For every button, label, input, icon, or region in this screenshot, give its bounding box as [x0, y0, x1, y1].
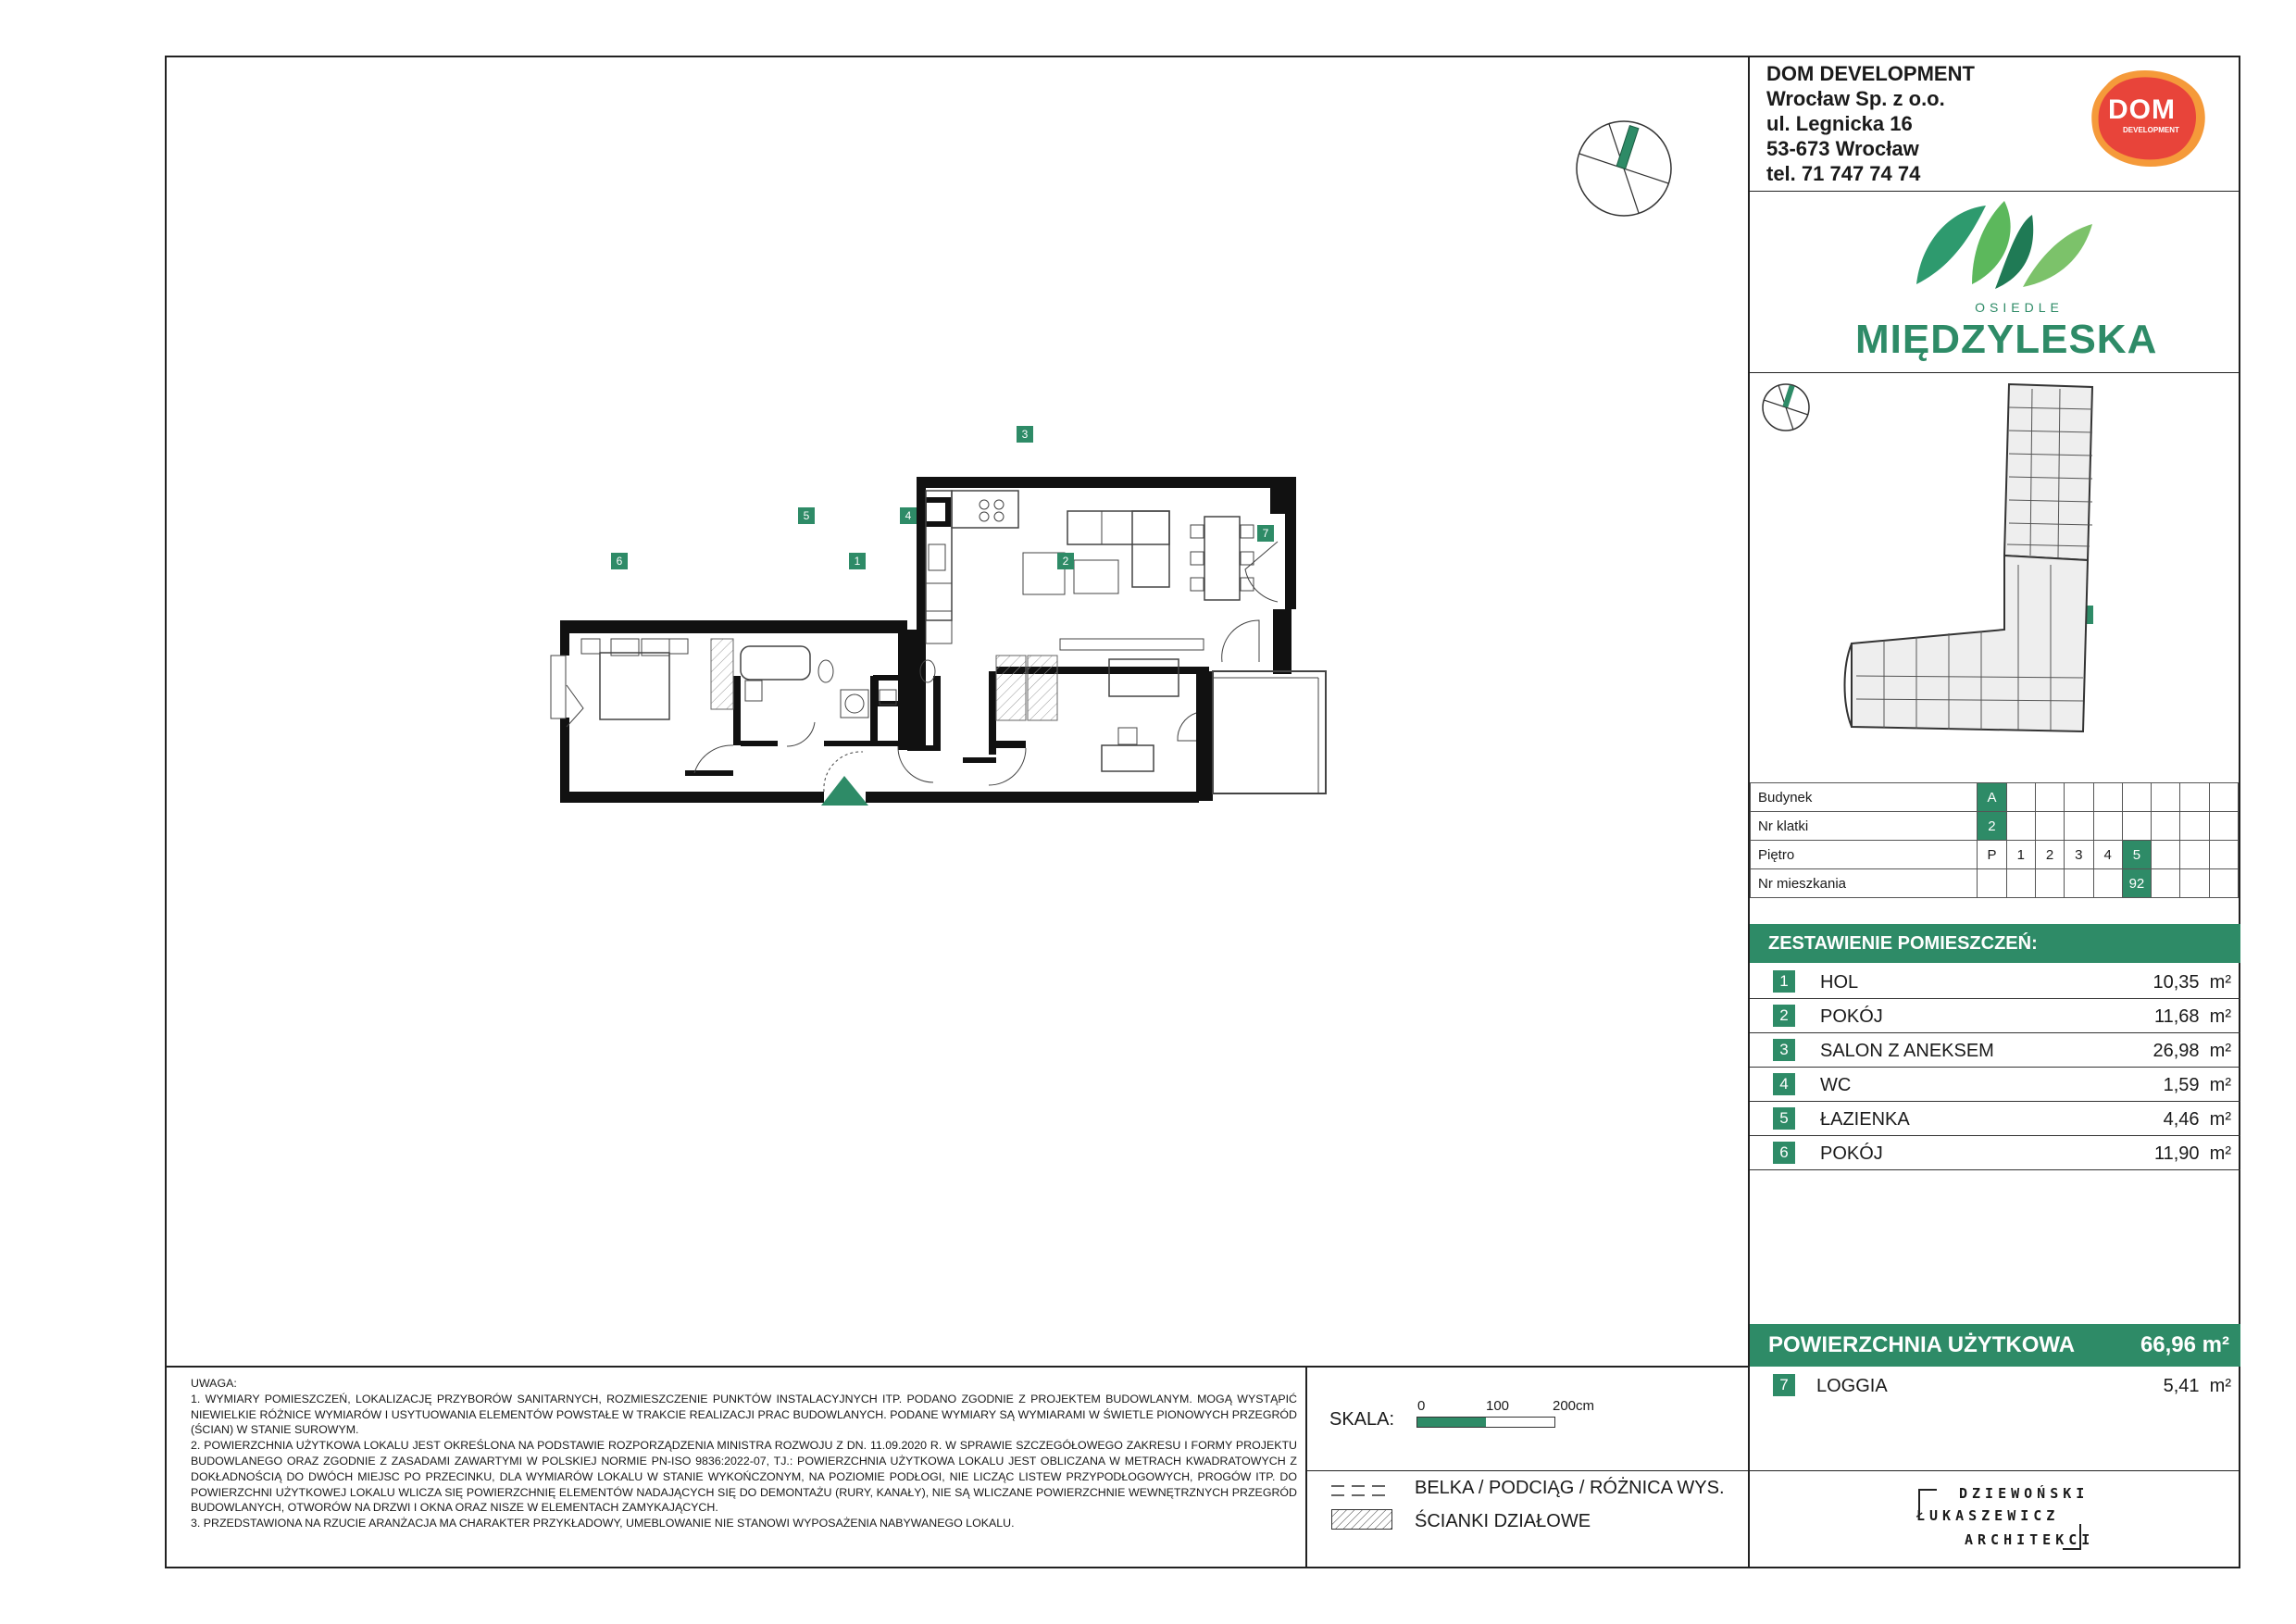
room-num: 6: [1773, 1142, 1795, 1164]
osiedle-label: OSIEDLE: [1975, 300, 2064, 315]
scianki-legend-icon: [1331, 1509, 1392, 1530]
room-name: WC: [1820, 1075, 1852, 1095]
total-value: 66,96 m²: [2140, 1332, 2229, 1357]
klatka-row: [1751, 812, 2239, 841]
mieszkanie-row: [1751, 869, 2239, 898]
dom-development-logo: [2088, 67, 2210, 170]
room-row-5: [1750, 1102, 2240, 1136]
plan-label-6: 6: [611, 553, 628, 569]
architect-logo: [1916, 1481, 2095, 1555]
room-num: 7: [1773, 1374, 1795, 1396]
klatka-label: Nr klatki: [1751, 812, 1978, 841]
company-info: [1766, 61, 1975, 186]
scale-bar: [1416, 1417, 1555, 1428]
scale-tick-200: 200cm: [1553, 1398, 1595, 1414]
pietro-label: Piętro: [1751, 841, 1978, 869]
notes-divider: [165, 1366, 1750, 1368]
company-line2: Wrocław Sp. z o.o.: [1766, 87, 1945, 110]
north-compass-icon: [1574, 119, 1674, 219]
architect-line1: DZIEWOŃSKI: [1959, 1485, 2090, 1502]
notes-block: [191, 1376, 1297, 1531]
pietro-row: [1751, 841, 2239, 869]
room-name: SALON Z ANEKSEM: [1820, 1041, 1994, 1061]
rooms-header: ZESTAWIENIE POMIESZCZEŃ:: [1750, 924, 2240, 963]
logo-development-text: DEVELOPMENT: [2123, 126, 2179, 134]
scianki-legend-label: ŚCIANKI DZIAŁOWE: [1415, 1511, 1591, 1531]
mieszkanie-value: 92: [2122, 869, 2151, 898]
room-area: 5,41 m²: [2163, 1376, 2231, 1396]
logo-dom-text: DOM: [2108, 94, 2176, 125]
room-num: 5: [1773, 1107, 1795, 1130]
note-1: 1. WYMIARY POMIESZCZEŃ, LOKALIZACJĘ PRZYBORÓW SANITARNYCH, ROZMIESZCZENIE PUNKTÓW INSTALACYJNYCH ITP. PODANO ZGODNIE Z PROJEKTEM BUDOWLANYM. MOGĄ WYSTĄPIĆ NIEWIELKIE RÓŻNICE WYMIARÓW I USYTUOWANIA ELEMENTÓW POWSTAŁE W TRAKCIE REALIZACJI PRAC BUDOWLANYCH. PODANE WYMIARY SĄ WYMIARAMI W ŚWIETLE PIONOWYCH PRZEGRÓD (ŚCIAN) W STANIE SUROWYM.: [191, 1392, 1297, 1437]
total-area-bar: [1750, 1324, 2240, 1367]
room-row-4: [1750, 1068, 2240, 1102]
company-city: 53-673 Wrocław: [1766, 137, 1919, 160]
room-name: POKÓJ: [1820, 1006, 1883, 1027]
room-area: 11,68 m²: [2153, 1006, 2231, 1027]
plan-label-2: 2: [1057, 553, 1074, 569]
room-area: 10,35 m²: [2152, 972, 2231, 993]
note-3: 3. PRZEDSTAWIONA NA RZUCIE ARANŻACJA MA CHARAKTER PRZYKŁADOWY, UMEBLOWANIE NIE STANOWI WYPOSAŻENIA NABYWANEGO LOKALU.: [191, 1517, 1015, 1530]
room-num: 4: [1773, 1073, 1795, 1095]
floor-plan: [333, 428, 1592, 1018]
room-name: ŁAZIENKA: [1820, 1109, 1910, 1130]
room-area: 1,59 m²: [2163, 1075, 2231, 1095]
notes-legend-divider: [1305, 1366, 1307, 1568]
plan-label-4: 4: [900, 507, 917, 524]
note-2: 2. POWIERZCHNIA UŻYTKOWA LOKALU JEST OKREŚLONA NA PODSTAWIE ROZPORZĄDZENIA MINISTRA ROZWOJU Z DN. 11.09.2020 R. W SPRAWIE SZCZEGÓŁOWEGO ZAKRESU I FORMY PROJEKTU BUDOWLANEGO ORAZ ZGODNIE Z ZASADAMI ZAWARTYMI W POLSKIEJ NORMIE PN-ISO 9836:2022-07, TJ.: POWIERZCHNIA UŻYTKOWA LOKALU JEST OBLICZANA W METRACH KWADRATOWYCH Z DOKŁADNOŚCIĄ DO DWÓCH MIEJSC PO PRZECINKU, DLA WYMIARÓW LOKALU W STANIE WYKOŃCZONYM, NA POZIOMIE PODŁOGI, NIE LICZĄC LISTEW PRZYPODŁOGOWYCH, PROGÓW ITP. DO POWIERZCHNI UŻYTKOWEJ LOKALU WLICZA SIĘ POWIERZCHNIĘ ELEMENTÓW NADAJĄCYCH SIĘ DO DEMONTAŻU (RURY, KANAŁY), NIE SĄ WLICZANE POWIERZCHNIE WEWNĘTRZNYCH PRZEGRÓD BUDOWLANYCH, OTWORÓW NA DRZWI I OKNA ORAZ NISZE W ELEMENTACH ZAMYKAJĄCYCH.: [191, 1439, 1297, 1515]
pietro-1: 1: [2006, 841, 2035, 869]
header-divider: [1750, 191, 2240, 192]
site-key-plan: [1754, 380, 2236, 778]
mieszkanie-label: Nr mieszkania: [1751, 869, 1978, 898]
logo-divider: [1750, 372, 2240, 373]
loggia-divider: [1750, 1470, 2240, 1471]
budynek-value: A: [1978, 783, 2006, 812]
room-row-2: [1750, 999, 2240, 1033]
total-label: POWIERZCHNIA UŻYTKOWA: [1768, 1332, 2076, 1357]
room-name: LOGGIA: [1816, 1376, 1888, 1396]
budynek-label: Budynek: [1751, 783, 1978, 812]
pietro-4: 4: [2093, 841, 2122, 869]
room-row-3: [1750, 1033, 2240, 1068]
room-area: 11,90 m²: [2153, 1143, 2231, 1164]
plan-label-7: 7: [1257, 525, 1274, 542]
pietro-p: P: [1978, 841, 2006, 869]
loggia-row: [1750, 1368, 2240, 1402]
notes-title: UWAGA:: [191, 1377, 237, 1390]
architect-line2: ŁUKASZEWICZ: [1916, 1507, 2060, 1524]
plan-label-5: 5: [798, 507, 815, 524]
plan-label-3: 3: [1017, 426, 1033, 443]
pietro-2: 2: [2035, 841, 2064, 869]
scale-tick-100: 100: [1486, 1398, 1510, 1414]
room-num: 2: [1773, 1005, 1795, 1027]
room-row-1: [1750, 965, 2240, 999]
room-num: 1: [1773, 970, 1795, 993]
pietro-3: 3: [2065, 841, 2093, 869]
plan-label-1: 1: [849, 553, 866, 569]
pietro-5: 5: [2122, 841, 2151, 869]
scale-tick-0: 0: [1417, 1398, 1426, 1414]
room-name: POKÓJ: [1820, 1143, 1883, 1164]
project-name: MIĘDZYLESKA: [1855, 317, 2158, 362]
scale-label: SKALA:: [1329, 1409, 1395, 1430]
klatka-value: 2: [1978, 812, 2006, 841]
belka-legend-icon: [1331, 1484, 1392, 1492]
budynek-row: [1751, 783, 2239, 812]
room-area: 4,46 m²: [2163, 1109, 2231, 1130]
company-name: DOM DEVELOPMENT: [1766, 62, 1975, 85]
room-name: HOL: [1820, 972, 1859, 993]
room-area: 26,98 m²: [2152, 1041, 2231, 1061]
company-phone: tel. 71 747 74 74: [1766, 162, 1921, 185]
architect-line3: ARCHITEKCI: [1965, 1531, 2095, 1548]
scale-legend-divider: [1305, 1470, 1750, 1471]
room-num: 3: [1773, 1039, 1795, 1061]
apartment-info-table: [1750, 782, 2239, 898]
sidebar-divider: [1748, 56, 1750, 1422]
company-address: ul. Legnicka 16: [1766, 112, 1913, 135]
belka-legend-label: BELKA / PODCIĄG / RÓŻNICA WYS.: [1415, 1478, 1725, 1498]
room-row-6: [1750, 1136, 2240, 1170]
osiedle-leaves-logo: [1907, 196, 2092, 298]
